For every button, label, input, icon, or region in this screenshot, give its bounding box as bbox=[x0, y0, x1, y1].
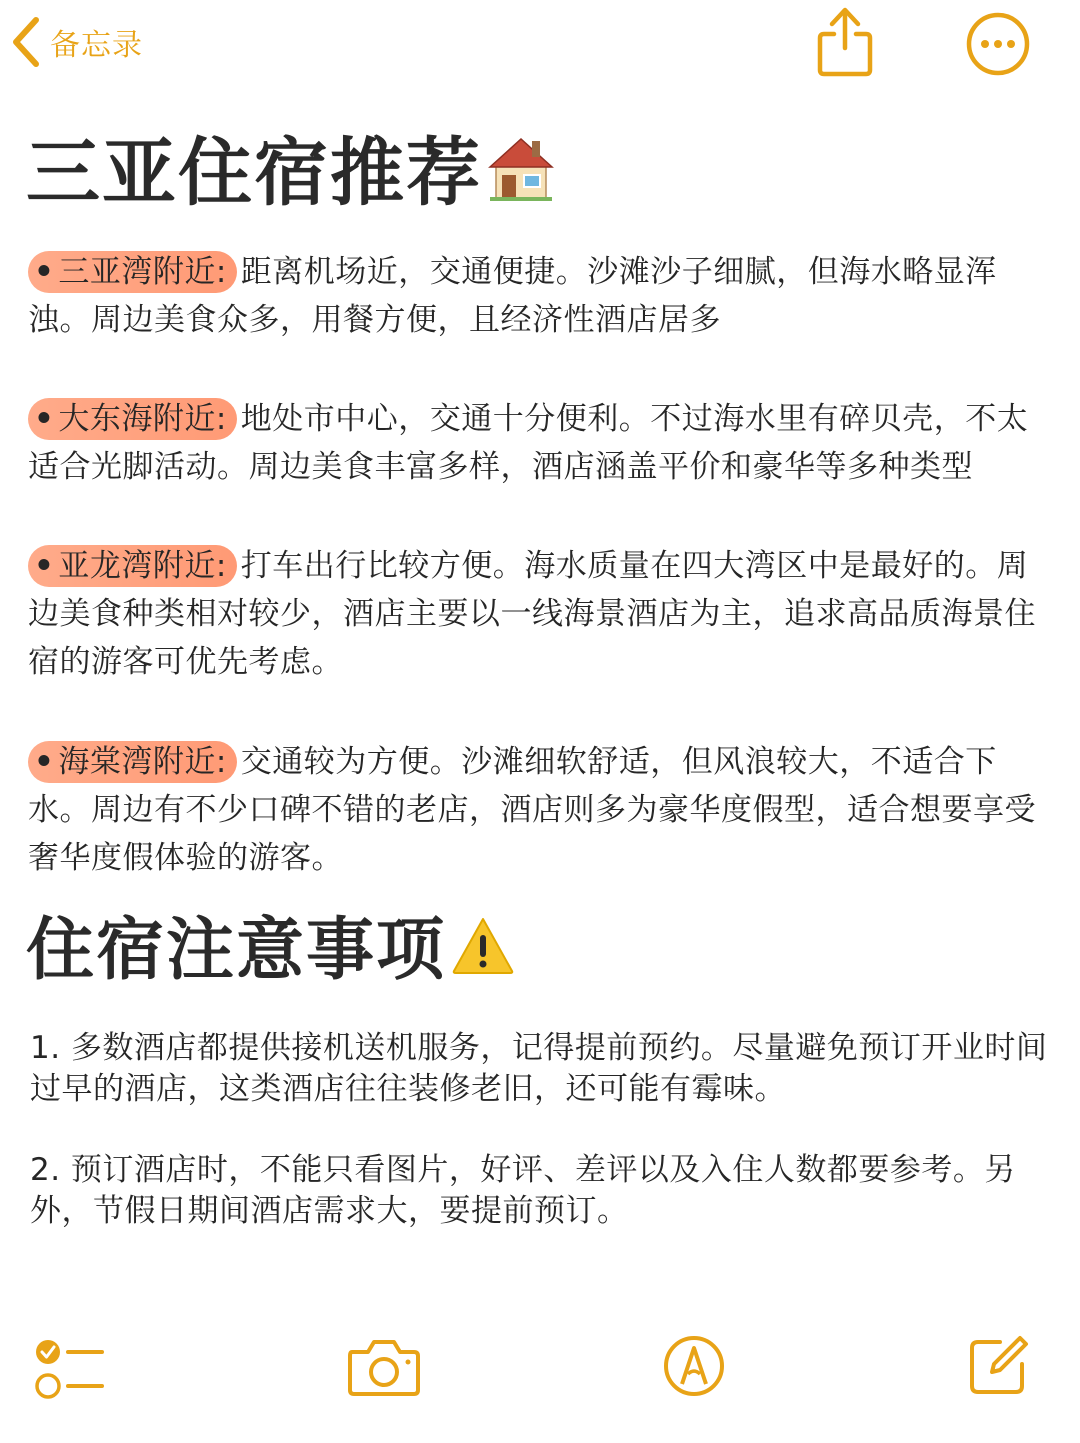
bottom-toolbar bbox=[0, 1310, 1080, 1430]
area-label-highlight: • 大东海附近: bbox=[28, 398, 237, 440]
area-description: 打车出行比较方便。海水质量在四大湾区中是最好的。周边美食种类相对较少，酒店主要以一线海景酒店为主，追求高品质海景住宿的游客可优先考虑。 bbox=[28, 548, 1036, 680]
note-item: 1. 多数酒店都提供接机送机服务，记得提前预约。尽量避免预订开业时间过早的酒店，这类酒店往往装修老旧，还可能有霉味。 bbox=[30, 1030, 1048, 1107]
area-description: 距离机场近，交通便捷。沙滩沙子细腻，但海水略显浑浊。周边美食众多，用餐方便，且经济性酒店居多 bbox=[28, 254, 997, 338]
share-icon[interactable] bbox=[812, 4, 878, 80]
more-options-icon[interactable] bbox=[964, 10, 1032, 78]
area-name: 三亚湾附近 bbox=[58, 254, 216, 290]
area-item bbox=[28, 542, 1052, 686]
compose-icon[interactable] bbox=[966, 1332, 1032, 1398]
back-button[interactable] bbox=[8, 14, 143, 70]
notes-heading bbox=[26, 896, 516, 993]
area-label-highlight: • 三亚湾附近: bbox=[28, 251, 237, 293]
chevron-left-icon bbox=[8, 14, 42, 70]
area-label-highlight: • 亚龙湾附近: bbox=[28, 545, 237, 587]
page-title-text: 三亚住宿推荐 bbox=[26, 130, 482, 216]
area-name: 大东海附近 bbox=[58, 401, 216, 437]
markup-pen-icon[interactable] bbox=[662, 1334, 726, 1398]
area-item bbox=[28, 738, 1052, 882]
checklist-icon[interactable] bbox=[34, 1336, 106, 1400]
area-description: 地处市中心，交通十分便利。不过海水里有碎贝壳，不太适合光脚活动。周边美食丰富多样，酒店涵盖平价和豪华等多种类型 bbox=[28, 401, 1029, 485]
camera-icon[interactable] bbox=[346, 1336, 422, 1398]
warning-icon bbox=[450, 915, 516, 975]
top-nav-bar bbox=[0, 0, 1080, 90]
house-icon bbox=[486, 131, 556, 203]
note-item: 2. 预订酒店时，不能只看图片，好评、差评以及入住人数都要参考。另外，节假日期间酒店需求大，要提前预订。 bbox=[30, 1152, 1016, 1229]
area-name: 海棠湾附近 bbox=[58, 744, 216, 780]
back-label: 备忘录 bbox=[50, 28, 143, 63]
page-title bbox=[26, 114, 556, 220]
area-item bbox=[28, 248, 1052, 344]
area-description: 交通较为方便。沙滩细软舒适，但风浪较大，不适合下水。周边有不少口碑不错的老店，酒店则多为豪华度假型，适合想要享受奢华度假体验的游客。 bbox=[28, 744, 1036, 876]
area-label-highlight: • 海棠湾附近: bbox=[28, 741, 237, 783]
notes-heading-text: 住宿注意事项 bbox=[26, 911, 447, 990]
area-name: 亚龙湾附近 bbox=[58, 548, 216, 584]
area-item bbox=[28, 395, 1052, 491]
